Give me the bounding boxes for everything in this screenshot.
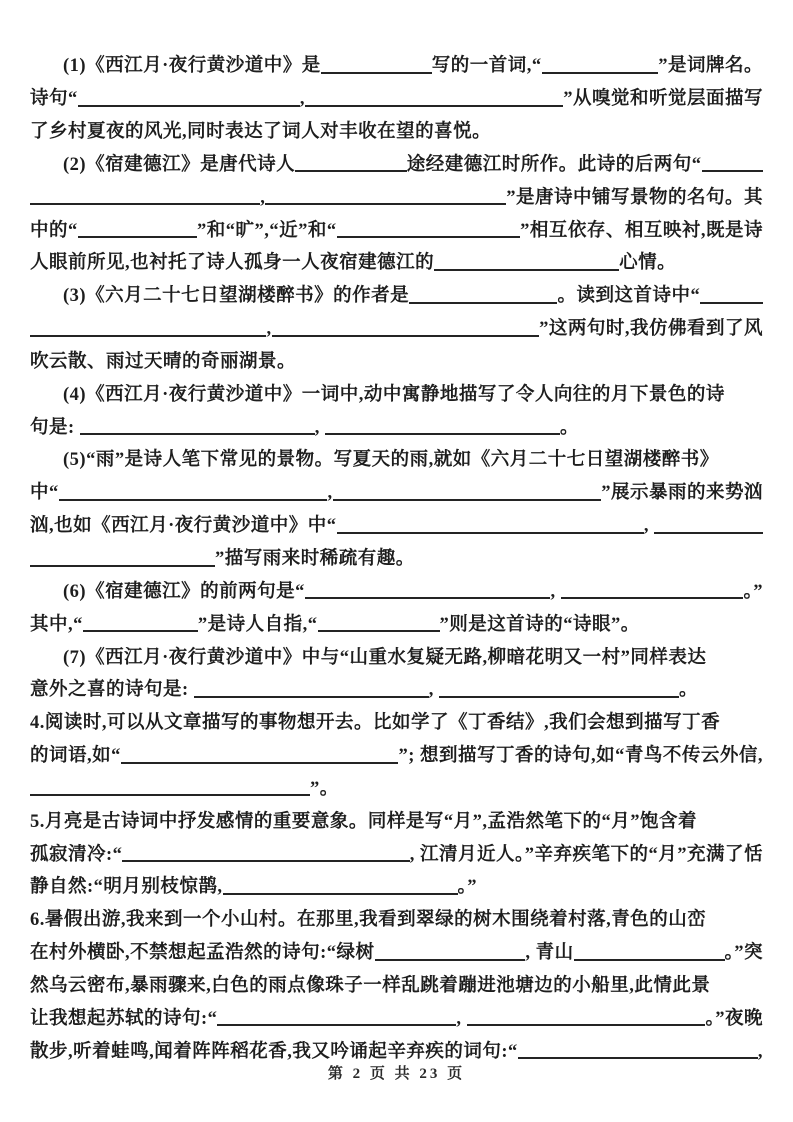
text-run: 。 <box>560 417 580 438</box>
text-line <box>30 112 763 145</box>
page-number-text: 第 2 页 共 23 页 <box>327 1066 466 1082</box>
fill-in-blank <box>295 164 407 172</box>
text-run: 孤寂清冷:“ <box>30 844 123 865</box>
text-run: (5)“雨”是诗人笔下常见的景物。写夏天的雨,就如《六月二十七日望湖楼醉书》 <box>63 450 719 471</box>
text-run: , <box>260 187 266 208</box>
text-run: 。”突 <box>724 943 763 964</box>
text-run: (2)《宿建德江》是唐代诗人 <box>63 154 296 175</box>
text-line <box>30 506 763 539</box>
text-run: , <box>266 319 272 340</box>
text-run: 写的一首词,“ <box>431 56 542 77</box>
fill-in-blank <box>78 230 197 238</box>
text-run: 其中,“ <box>30 614 83 635</box>
text-run: 静自然:“明月别枝惊鹊, <box>30 877 223 898</box>
text-line <box>30 867 763 900</box>
page-content <box>30 46 763 1064</box>
text-line <box>30 79 763 112</box>
text-run: ”这两句时,我仿佛看到了风 <box>539 319 763 340</box>
fill-in-blank <box>30 788 310 796</box>
text-line <box>30 900 763 933</box>
text-run: ”和“旷”,“近”和“ <box>197 220 337 241</box>
fill-in-blank <box>78 99 300 107</box>
text-run: 了乡村夏夜的风光,同时表达了词人对丰收在望的喜悦。 <box>30 122 492 143</box>
fill-in-blank <box>700 296 763 304</box>
text-run: 6.暑假出游,我来到一个小山村。在那里,我看到翠绿的树木围绕着村落,青色的山峦 <box>30 910 707 931</box>
text-run: 途经建德江时所作。此诗的后两句“ <box>406 154 702 175</box>
fill-in-blank <box>574 953 725 961</box>
text-run: (6)《宿建德江》的前两句是“ <box>63 581 305 602</box>
fill-in-blank <box>121 756 399 764</box>
fill-in-blank <box>439 690 679 698</box>
text-run: ”从嗅觉和听觉层面描写 <box>563 89 763 110</box>
text-run: 诗句“ <box>30 89 78 110</box>
text-line <box>30 769 763 802</box>
fill-in-blank <box>30 197 260 205</box>
text-run: 。” <box>743 581 763 602</box>
text-run: ”。 <box>310 778 339 799</box>
text-line <box>30 670 763 703</box>
text-run: 句是: <box>30 417 80 438</box>
text-run: 让我想起苏轼的诗句:“ <box>30 1008 218 1029</box>
text-run: 汹,也如《西江月·夜行黄沙道中》中“ <box>30 516 337 537</box>
text-run: 。” <box>457 877 478 898</box>
text-run: , <box>299 89 306 110</box>
fill-in-blank <box>305 99 563 107</box>
text-line <box>30 1031 763 1064</box>
text-line <box>30 342 763 375</box>
text-run: , <box>456 1008 467 1029</box>
text-run: ”展示暴雨的来势汹 <box>601 483 763 504</box>
text-line <box>30 736 763 769</box>
fill-in-blank <box>434 263 619 271</box>
text-run: (3)《六月二十七日望湖楼醉书》的作者是 <box>63 286 410 307</box>
fill-in-blank <box>223 887 458 895</box>
fill-in-blank <box>194 690 429 698</box>
text-line <box>30 637 763 670</box>
text-run: , <box>757 1041 763 1062</box>
text-run: 的词语,如“ <box>30 746 121 767</box>
text-run: 意外之喜的诗句是: <box>30 680 194 701</box>
text-line <box>30 243 763 276</box>
text-line <box>30 177 763 210</box>
text-run: 然乌云密布,暴雨骤来,白色的雨点像珠子一样乱跳着蹦进池塘边的小船里,此情此景 <box>30 975 711 996</box>
text-run: ”则是这首诗的“诗眼”。 <box>439 614 640 635</box>
fill-in-blank <box>321 66 432 74</box>
text-line <box>30 210 763 243</box>
text-run: 5.月亮是古诗词中抒发感情的重要意象。同样是写“月”,孟浩然笔下的“月”饱含着 <box>30 811 698 832</box>
fill-in-blank <box>265 197 506 205</box>
text-run: ”描写雨来时稀疏有趣。 <box>215 549 415 569</box>
fill-in-blank <box>59 493 328 501</box>
fill-in-blank <box>272 329 540 337</box>
fill-in-blank <box>409 296 557 304</box>
text-run: ”相互依存、相互映衬,既是诗 <box>520 220 763 241</box>
fill-in-blank <box>305 591 551 599</box>
fill-in-blank <box>467 1018 706 1026</box>
text-run: (7)《西江月·夜行黄沙道中》中与“山重水复疑无路,柳暗花明又一村”同样表达 <box>63 647 707 668</box>
text-line <box>30 309 763 342</box>
fill-in-blank <box>337 230 520 238</box>
text-run: , 江清月近人。”辛弃疾笔下的“月”充满了恬 <box>409 844 763 865</box>
text-run: (4)《西江月·夜行黄沙道中》一词中,动中寓静地描写了令人向往的月下景色的诗 <box>63 384 725 405</box>
text-line <box>30 834 763 867</box>
text-run: , <box>550 581 561 602</box>
text-run: 人眼前所见,也衬托了诗人孤身一人夜宿建德江的 <box>30 253 435 274</box>
fill-in-blank <box>654 526 763 534</box>
text-run: , <box>643 516 655 537</box>
fill-in-blank <box>30 329 266 337</box>
text-run: 。 <box>679 680 699 701</box>
fill-in-blank <box>702 164 763 172</box>
text-line <box>30 46 763 79</box>
text-run: , <box>428 680 440 701</box>
text-run: ”; 想到描写丁香的诗句,如“青鸟不传云外信, <box>398 746 763 767</box>
text-line <box>30 407 763 440</box>
text-run: 。”夜晚 <box>705 1008 763 1029</box>
fill-in-blank <box>122 854 409 862</box>
fill-in-blank <box>561 591 744 599</box>
fill-in-blank <box>542 66 659 74</box>
text-line <box>30 374 763 407</box>
text-run: 散步,听着蛙鸣,闻着阵阵稻花香,我又吟诵起辛弃疾的词句:“ <box>30 1041 518 1062</box>
fill-in-blank <box>375 953 526 961</box>
text-run: 。读到这首诗中“ <box>557 286 701 307</box>
fill-in-blank <box>333 493 602 501</box>
text-line <box>30 966 763 999</box>
text-line <box>30 801 763 834</box>
text-run: 4.阅读时,可以从文章描写的事物想开去。比如学了《丁香结》,我们会想到描写丁香 <box>30 713 721 734</box>
fill-in-blank <box>325 427 560 435</box>
text-run: , 青山 <box>525 943 574 964</box>
text-line <box>30 440 763 473</box>
text-line <box>30 998 763 1031</box>
text-run: , <box>314 417 326 438</box>
text-run: (1)《西江月·夜行黄沙道中》是 <box>63 56 321 77</box>
text-line <box>30 572 763 605</box>
text-line <box>30 933 763 966</box>
text-line <box>30 604 763 637</box>
fill-in-blank <box>518 1051 758 1059</box>
fill-in-blank <box>30 559 215 567</box>
text-run: , <box>327 483 333 504</box>
fill-in-blank <box>217 1018 456 1026</box>
fill-in-blank <box>337 526 644 534</box>
text-line <box>30 703 763 736</box>
text-run: ”是诗人自指,“ <box>197 614 318 635</box>
text-line <box>30 276 763 309</box>
page-footer <box>0 1062 793 1083</box>
text-run: 心情。 <box>619 253 677 274</box>
fill-in-blank <box>83 624 198 632</box>
text-line <box>30 145 763 178</box>
fill-in-blank <box>318 624 440 632</box>
text-run: ”是唐诗中铺写景物的名句。其 <box>506 187 763 208</box>
text-line <box>30 539 763 572</box>
fill-in-blank <box>80 427 315 435</box>
text-run: ”是词牌名。 <box>658 56 763 77</box>
text-run: 中“ <box>30 483 59 504</box>
text-line <box>30 473 763 506</box>
text-run: 吹云散、雨过天晴的奇丽湖景。 <box>30 351 297 372</box>
text-run: 在村外横卧,不禁想起孟浩然的诗句:“绿树 <box>30 943 375 964</box>
text-run: 中的“ <box>30 220 78 241</box>
